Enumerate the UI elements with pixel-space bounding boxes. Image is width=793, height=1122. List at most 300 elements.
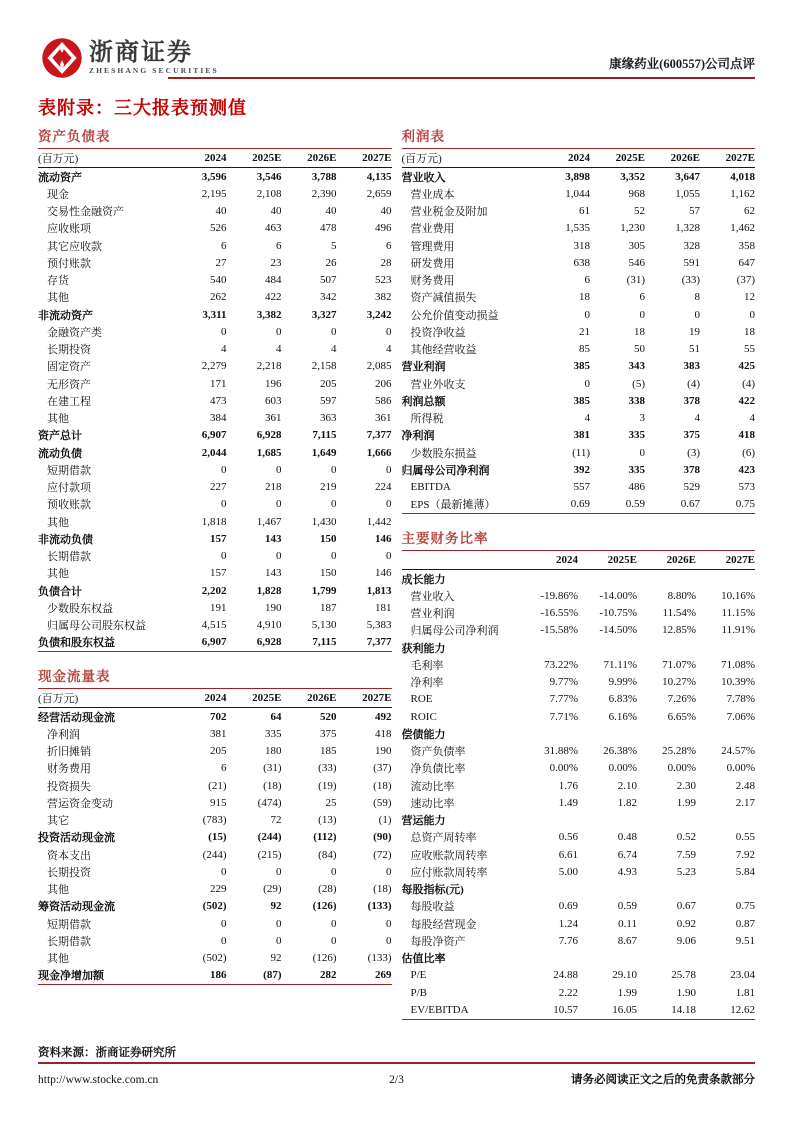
row-value: 186: [210, 969, 227, 982]
row-value: 0: [584, 308, 590, 321]
row-label: 投资损失: [47, 780, 91, 793]
row-value: 492: [375, 710, 392, 723]
row-value: 218: [265, 481, 282, 494]
table-row: [38, 760, 392, 777]
table-row: [402, 777, 756, 794]
row-value: 343: [628, 360, 645, 373]
row-value: 18: [634, 325, 645, 338]
row-value: (502): [202, 900, 227, 913]
row-value: 0.67: [680, 498, 700, 511]
row-value: 328: [683, 239, 700, 252]
table-row: [402, 341, 756, 358]
row-label: 净利润: [401, 430, 435, 443]
row-label: 归属母公司净利润: [410, 625, 499, 638]
row-value: 3,352: [620, 170, 645, 183]
row-value: 0: [276, 498, 282, 511]
row-label: 营业外收支: [410, 378, 466, 391]
row-label: 投资净收益: [410, 326, 466, 339]
table-row: [38, 341, 392, 358]
right-column: [402, 125, 756, 1020]
table-row: [38, 565, 392, 582]
row-value: 0: [331, 325, 337, 338]
row-value: 1,044: [565, 187, 590, 200]
table-row: [402, 915, 756, 932]
row-value: 0: [276, 934, 282, 947]
row-label: 所得税: [410, 413, 444, 426]
year-header: 2027E: [725, 554, 755, 566]
row-value: 7,377: [366, 636, 392, 649]
row-value: 0.87: [735, 917, 755, 930]
table-row: [402, 984, 756, 1001]
row-label: 每股收益: [410, 901, 455, 914]
table-row: [402, 444, 756, 461]
table-row: [402, 881, 756, 898]
row-value: (28): [318, 883, 337, 896]
row-label: P/E: [410, 969, 427, 982]
row-label: 长期投资: [47, 344, 91, 357]
row-value: 0.11: [618, 917, 637, 930]
table-row: [38, 794, 392, 811]
table-row: [38, 323, 392, 340]
row-value: 5.84: [735, 865, 755, 878]
row-value: 0: [386, 550, 392, 563]
row-value: 71.11%: [603, 658, 637, 671]
row-label: 公允价值变动损益: [410, 309, 499, 322]
row-value: 0.00%: [667, 762, 696, 775]
row-value: 473: [210, 394, 227, 407]
row-label: 长期投资: [47, 866, 91, 879]
row-value: 0: [694, 308, 700, 321]
row-value: (1): [378, 814, 392, 827]
row-value: 4.93: [617, 865, 637, 878]
row-value: 638: [573, 256, 590, 269]
table-row: [38, 708, 392, 725]
row-value: 0: [221, 934, 227, 947]
table-row: [38, 410, 392, 427]
row-value: 7,115: [312, 636, 337, 649]
row-value: 1,055: [675, 187, 700, 200]
row-value: 1,685: [256, 446, 282, 459]
row-label: 筹资活动现金流: [38, 901, 115, 914]
row-value: 7.77%: [549, 693, 578, 706]
row-value: 9.99%: [608, 676, 637, 689]
row-value: 0.67: [676, 900, 696, 913]
row-value: 146: [375, 532, 392, 545]
row-label: 折旧摊销: [47, 746, 91, 759]
row-value: 262: [210, 291, 227, 304]
row-value: (6): [742, 446, 755, 459]
row-label: 营业利润: [401, 361, 446, 374]
row-value: 4,515: [201, 619, 227, 632]
table-row: [38, 915, 392, 932]
row-label: 速动比率: [410, 797, 455, 810]
row-value: 1,813: [366, 584, 392, 597]
row-value: 6: [584, 274, 590, 287]
row-label: 负债和股东权益: [38, 637, 115, 650]
table-row: [38, 168, 392, 185]
year-header: 2025E: [615, 152, 645, 164]
row-value: 9.06: [676, 934, 696, 947]
row-value: 157: [210, 567, 227, 580]
table-title: 资产负债表: [38, 125, 392, 149]
row-value: 381: [210, 727, 227, 740]
table-row: [38, 220, 392, 237]
table-row: [402, 708, 756, 725]
row-value: 0: [386, 325, 392, 338]
row-value: 187: [320, 601, 337, 614]
table-row: [38, 881, 392, 898]
row-value: 375: [320, 727, 337, 740]
row-value: 5.23: [676, 865, 696, 878]
row-value: 12: [744, 291, 755, 304]
row-label: 非流动负债: [38, 533, 93, 546]
row-label: 营业费用: [410, 223, 455, 236]
row-value: (29): [263, 883, 282, 896]
row-value: (13): [318, 814, 337, 827]
row-label: 资产负债率: [410, 746, 466, 759]
table-row: [402, 461, 756, 478]
row-value: 24.57%: [721, 745, 755, 758]
row-value: (21): [208, 779, 227, 792]
row-value: (84): [318, 848, 337, 861]
page-number: 2/3: [389, 1074, 404, 1086]
row-value: 3,546: [256, 170, 282, 183]
row-value: 6.16%: [608, 710, 637, 723]
row-value: 29.10: [612, 969, 637, 982]
row-value: 586: [375, 394, 392, 407]
row-value: 11.91%: [721, 624, 755, 637]
row-label: 资产总计: [38, 430, 82, 443]
table-row: [38, 846, 392, 863]
row-value: (133): [367, 952, 392, 965]
row-value: 338: [628, 394, 645, 407]
table-row: [38, 967, 392, 984]
row-value: 0: [386, 463, 392, 476]
row-value: 6.74: [617, 848, 637, 861]
row-value: 2,044: [201, 446, 227, 459]
row-value: 0: [639, 446, 645, 459]
row-value: (4): [742, 377, 755, 390]
row-value: 206: [375, 377, 392, 390]
row-value: 1,230: [620, 222, 645, 235]
row-value: 61: [579, 205, 590, 218]
row-value: 647: [738, 256, 755, 269]
row-label: ROIC: [410, 710, 437, 723]
row-value: (72): [373, 848, 392, 861]
table-row: [38, 203, 392, 220]
row-value: 0: [584, 377, 590, 390]
row-value: (31): [263, 762, 282, 775]
row-label: 负债合计: [38, 585, 82, 598]
row-label: 应收账项: [47, 223, 91, 236]
row-value: 6,928: [256, 429, 282, 442]
row-value: 7.59: [676, 848, 696, 861]
row-value: (19): [318, 779, 337, 792]
row-label: 其它应收款: [47, 240, 102, 253]
year-header: 2026E: [307, 692, 337, 704]
row-label: 其他: [47, 568, 69, 581]
row-value: 57: [689, 205, 700, 218]
row-value: 185: [320, 745, 337, 758]
row-value: -16.55%: [540, 607, 578, 620]
row-value: 375: [683, 429, 700, 442]
row-value: (37): [736, 274, 755, 287]
table-row: [38, 617, 392, 634]
row-value: 18: [744, 325, 755, 338]
row-value: 1,666: [366, 446, 392, 459]
row-value: 3,788: [311, 170, 337, 183]
row-label: 营业成本: [410, 188, 455, 201]
row-value: 361: [265, 412, 282, 425]
row-value: 3,382: [256, 308, 282, 321]
row-label: 长期借款: [47, 935, 91, 948]
row-value: 3,327: [311, 308, 337, 321]
row-value: 0: [331, 463, 337, 476]
table-row: [38, 496, 392, 513]
row-value: 378: [683, 463, 700, 476]
table-row: [38, 479, 392, 496]
row-value: 4,910: [256, 619, 282, 632]
row-value: 2.22: [558, 986, 578, 999]
row-value: 19: [689, 325, 700, 338]
row-value: 85: [579, 343, 590, 356]
row-value: 55: [744, 343, 755, 356]
row-value: 40: [325, 205, 337, 218]
income-statement-table: [402, 125, 756, 514]
row-value: 0: [221, 550, 227, 563]
year-header: 2026E: [307, 152, 337, 164]
table-row: [402, 185, 756, 202]
row-label: 金融资产类: [47, 326, 102, 339]
row-value: 190: [265, 601, 282, 614]
row-value: 2,202: [201, 584, 227, 597]
row-value: 3,596: [201, 170, 227, 183]
row-value: 0.75: [735, 900, 755, 913]
row-value: 10.27%: [662, 676, 696, 689]
row-label: 预收账款: [47, 499, 91, 512]
row-value: 0.52: [676, 831, 696, 844]
row-value: (87): [263, 969, 282, 982]
table-row: [402, 392, 756, 409]
row-value: 3,311: [202, 308, 227, 321]
unit-label: (百万元): [38, 693, 79, 705]
row-value: 422: [738, 394, 755, 407]
table-row: [402, 743, 756, 760]
row-value: 26.38%: [603, 745, 637, 758]
row-label: 营运资金变动: [47, 797, 113, 810]
row-label: 资产减值损失: [410, 292, 477, 305]
table-row: [402, 674, 756, 691]
year-header: 2027E: [725, 152, 755, 164]
row-value: 0: [331, 934, 337, 947]
table-body: [402, 570, 756, 1020]
row-value: 16.05: [612, 1003, 637, 1016]
row-value: (31): [626, 274, 645, 287]
row-value: (244): [257, 831, 282, 844]
row-value: 0: [276, 917, 282, 930]
row-value: 2,108: [256, 187, 282, 200]
row-label: 净利率: [410, 677, 444, 690]
row-value: 463: [265, 222, 282, 235]
table-row: [38, 530, 392, 547]
row-value: 2.17: [735, 796, 755, 809]
row-value: (502): [202, 952, 227, 965]
row-value: 28: [380, 256, 392, 269]
row-value: 392: [573, 463, 590, 476]
row-value: 12.62: [730, 1003, 755, 1016]
table-row: [402, 358, 756, 375]
year-header: 2025E: [252, 152, 282, 164]
row-value: 6.65%: [667, 710, 696, 723]
row-value: (18): [373, 779, 392, 792]
row-label: 每股经营现金: [410, 918, 477, 931]
row-value: 0: [276, 463, 282, 476]
row-value: 31.88%: [544, 745, 578, 758]
row-value: 6.83%: [608, 693, 637, 706]
row-value: 150: [320, 532, 337, 545]
row-value: 507: [320, 274, 337, 287]
row-label: 应收账款周转率: [410, 849, 488, 862]
row-label: 流动负债: [38, 447, 82, 460]
row-value: 1,430: [311, 515, 337, 528]
table-row: [402, 410, 756, 427]
row-value: 269: [375, 969, 392, 982]
row-value: 24.88: [553, 969, 578, 982]
row-value: 1,162: [730, 187, 755, 200]
table-row: [402, 323, 756, 340]
row-label: 管理费用: [410, 240, 455, 253]
table-row: [402, 254, 756, 271]
row-value: 335: [265, 727, 282, 740]
row-value: 0: [386, 917, 392, 930]
row-value: 10.16%: [721, 589, 755, 602]
row-value: (33): [318, 762, 337, 775]
row-label: 每股净资产: [410, 935, 466, 948]
row-value: 40: [215, 205, 227, 218]
row-label: 流动比率: [410, 780, 455, 793]
row-value: 40: [380, 205, 392, 218]
table-row: [38, 237, 392, 254]
year-header: 2024: [556, 554, 578, 566]
row-value: 318: [573, 239, 590, 252]
table-row: [402, 656, 756, 673]
row-value: 6.61: [558, 848, 578, 861]
row-value: 25: [325, 796, 337, 809]
table-title: 主要财务比率: [402, 527, 756, 551]
row-value: 1,535: [565, 222, 590, 235]
row-label: 营业收入: [410, 590, 455, 603]
row-value: 1,799: [311, 584, 337, 597]
row-value: 92: [270, 952, 282, 965]
row-value: 486: [628, 481, 645, 494]
row-value: 0.69: [558, 900, 578, 913]
table-row: [402, 1001, 756, 1018]
table-row: [38, 427, 392, 444]
row-value: -10.75%: [599, 607, 637, 620]
row-value: 2,659: [366, 187, 392, 200]
row-value: -15.58%: [540, 624, 578, 637]
row-value: 0.92: [676, 917, 696, 930]
row-value: 205: [210, 745, 227, 758]
table-row: [402, 898, 756, 915]
row-value: 591: [683, 256, 700, 269]
row-value: 3: [639, 412, 645, 425]
row-value: 0: [221, 463, 227, 476]
row-value: 6: [639, 291, 645, 304]
row-value: 915: [210, 796, 227, 809]
row-value: 0: [331, 917, 337, 930]
row-value: 4,135: [366, 170, 392, 183]
table-row: [38, 272, 392, 289]
row-value: 73.22%: [544, 658, 578, 671]
row-label: 短期借款: [47, 464, 91, 477]
row-label: 现金: [47, 188, 69, 201]
row-label: 其他: [47, 413, 69, 426]
row-label: 存货: [47, 275, 69, 288]
row-value: 23: [270, 256, 282, 269]
year-header: 2025E: [607, 554, 637, 566]
footer-url[interactable]: http://www.stocke.com.cn: [38, 1074, 159, 1086]
year-header: 2024: [204, 692, 227, 704]
row-value: 10.57: [553, 1003, 578, 1016]
row-value: 423: [738, 463, 755, 476]
table-row: [38, 599, 392, 616]
row-value: 23.04: [730, 969, 755, 982]
row-label: 财务费用: [410, 275, 455, 288]
row-value: 11.15%: [721, 607, 755, 620]
row-value: 358: [738, 239, 755, 252]
row-value: 0.48: [617, 831, 637, 844]
row-value: 8.80%: [667, 589, 696, 602]
row-value: 1.90: [676, 986, 696, 999]
table-row: [38, 289, 392, 306]
row-label: 短期借款: [47, 918, 91, 931]
row-label: 固定资产: [47, 361, 91, 374]
row-value: 6,928: [256, 636, 282, 649]
table-row: [402, 950, 756, 967]
row-value: 7,377: [366, 429, 392, 442]
table-row: [402, 375, 756, 392]
row-value: 478: [320, 222, 337, 235]
row-label: 其他: [47, 884, 69, 897]
row-value: 342: [320, 291, 337, 304]
row-label: 利润总额: [401, 395, 446, 408]
row-value: 5: [331, 239, 337, 252]
row-value: 40: [270, 205, 282, 218]
table-row: [402, 812, 756, 829]
table-header-row: [402, 551, 756, 570]
row-value: 21: [579, 325, 590, 338]
table-row: [402, 639, 756, 656]
table-row: [402, 794, 756, 811]
row-value: 0.69: [570, 498, 590, 511]
row-value: 385: [573, 394, 590, 407]
row-label: 少数股东权益: [47, 602, 113, 615]
row-value: 573: [738, 481, 755, 494]
row-value: 0: [221, 865, 227, 878]
row-value: -14.50%: [599, 624, 637, 637]
row-value: 2,390: [311, 187, 337, 200]
row-value: 3,242: [366, 308, 392, 321]
table-row: [38, 950, 392, 967]
row-value: (126): [312, 900, 337, 913]
row-value: 0.00%: [608, 762, 637, 775]
page-title: 表附录：三大报表预测值: [38, 98, 247, 118]
row-value: 2.10: [617, 779, 637, 792]
row-value: 181: [375, 601, 392, 614]
table-row: [402, 932, 756, 949]
row-label: 总资产周转率: [410, 832, 477, 845]
